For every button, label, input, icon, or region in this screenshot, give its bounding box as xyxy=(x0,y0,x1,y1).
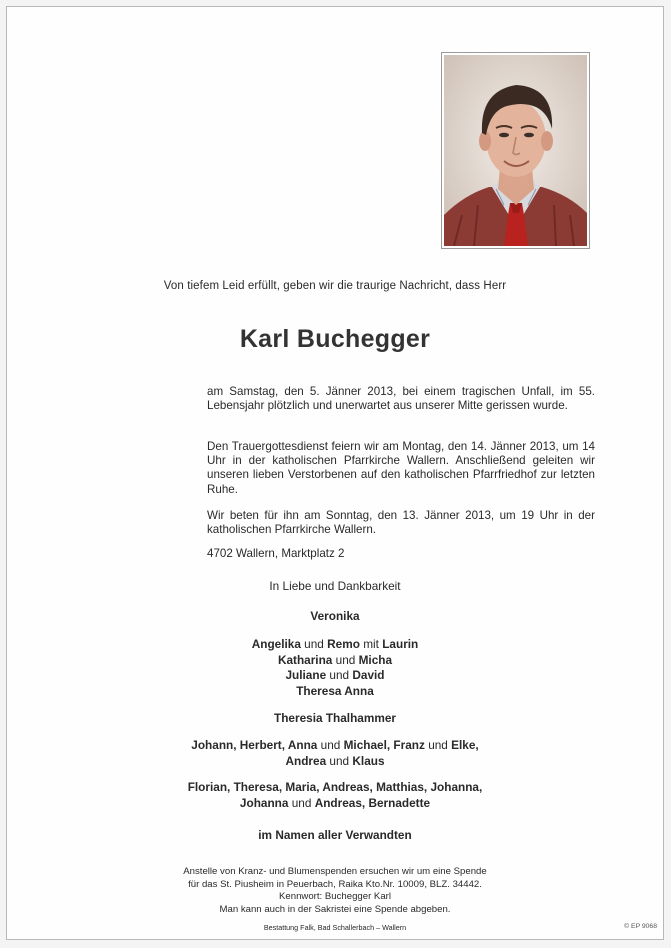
donation-line: für das St. Piusheim in Peuerbach, Raika Kto.Nr. 10009, BLZ. 34442. xyxy=(188,878,482,890)
deceased-name: Karl Buchegger xyxy=(239,325,431,353)
mourners-siblings xyxy=(7,738,663,769)
relatives-line: im Namen aller Verwandten xyxy=(258,828,412,842)
prayer-paragraph: Wir beten für ihn am Sonntag, den 13. Jänner 2013, um 19 Uhr in der katholischen Pfarrkirche Wallern. xyxy=(207,509,595,537)
undertaker-credit: Bestattung Falk, Bad Schallerbach – Wallern xyxy=(263,923,407,932)
mourner-line: Katharina und Micha xyxy=(277,652,393,667)
portrait-photo-frame xyxy=(441,52,590,249)
donation-line: Anstelle von Kranz- und Blumenspenden ersuchen wir um eine Spende xyxy=(183,866,487,877)
funeral-service-paragraph: Den Trauergottesdienst feiern wir am Montag, den 14. Jänner 2013, um 14 Uhr in der katholischen Pfarrkirche Wallern. Anschließend geleiten wir unseren lieben Verstorbenen auf den katholischen Pfarrfriedhof zur letzten Ruhe. xyxy=(207,440,595,496)
print-code: © EP 9068 xyxy=(624,923,657,930)
signoff: In Liebe und Dankbarkeit xyxy=(269,579,401,593)
obituary-page xyxy=(6,6,664,940)
mourner-line: Andrea und Klaus xyxy=(285,753,385,768)
portrait-photo xyxy=(444,55,587,246)
mourner-line: Florian, Theresa, Maria, Andreas, Matthias, Johanna, xyxy=(187,780,483,794)
donation-line: Kennwort: Buchegger Karl xyxy=(279,891,391,903)
mourner-line: Johann, Herbert, Anna und Michael, Franz und Elke, xyxy=(191,738,479,752)
death-notice-paragraph: am Samstag, den 5. Jänner 2013, bei einem tragischen Unfall, im 55. Lebensjahr plötzlich und unerwartet aus unserer Mitte gerissen wurde. xyxy=(207,385,595,413)
mourners-nieces-nephews xyxy=(7,780,663,811)
family-address: 4702 Wallern, Marktplatz 2 xyxy=(207,547,345,560)
donation-line: Man kann auch in der Sakristei eine Spende abgeben. xyxy=(219,903,451,915)
mourner-line: Theresa Anna xyxy=(296,683,374,698)
mourners-children xyxy=(7,637,663,699)
mourner-mother: Theresia Thalhammer xyxy=(274,711,396,725)
donation-note xyxy=(7,866,663,916)
mourner-widow: Veronika xyxy=(310,609,360,623)
mourner-line: Juliane und David xyxy=(285,668,385,682)
intro-text: Von tiefem Leid erfüllt, geben wir die traurige Nachricht, dass Herr xyxy=(163,280,507,292)
mourner-line: Johanna und Andreas, Bernadette xyxy=(239,795,431,810)
mourner-line: Angelika und Remo mit Laurin xyxy=(251,637,419,651)
